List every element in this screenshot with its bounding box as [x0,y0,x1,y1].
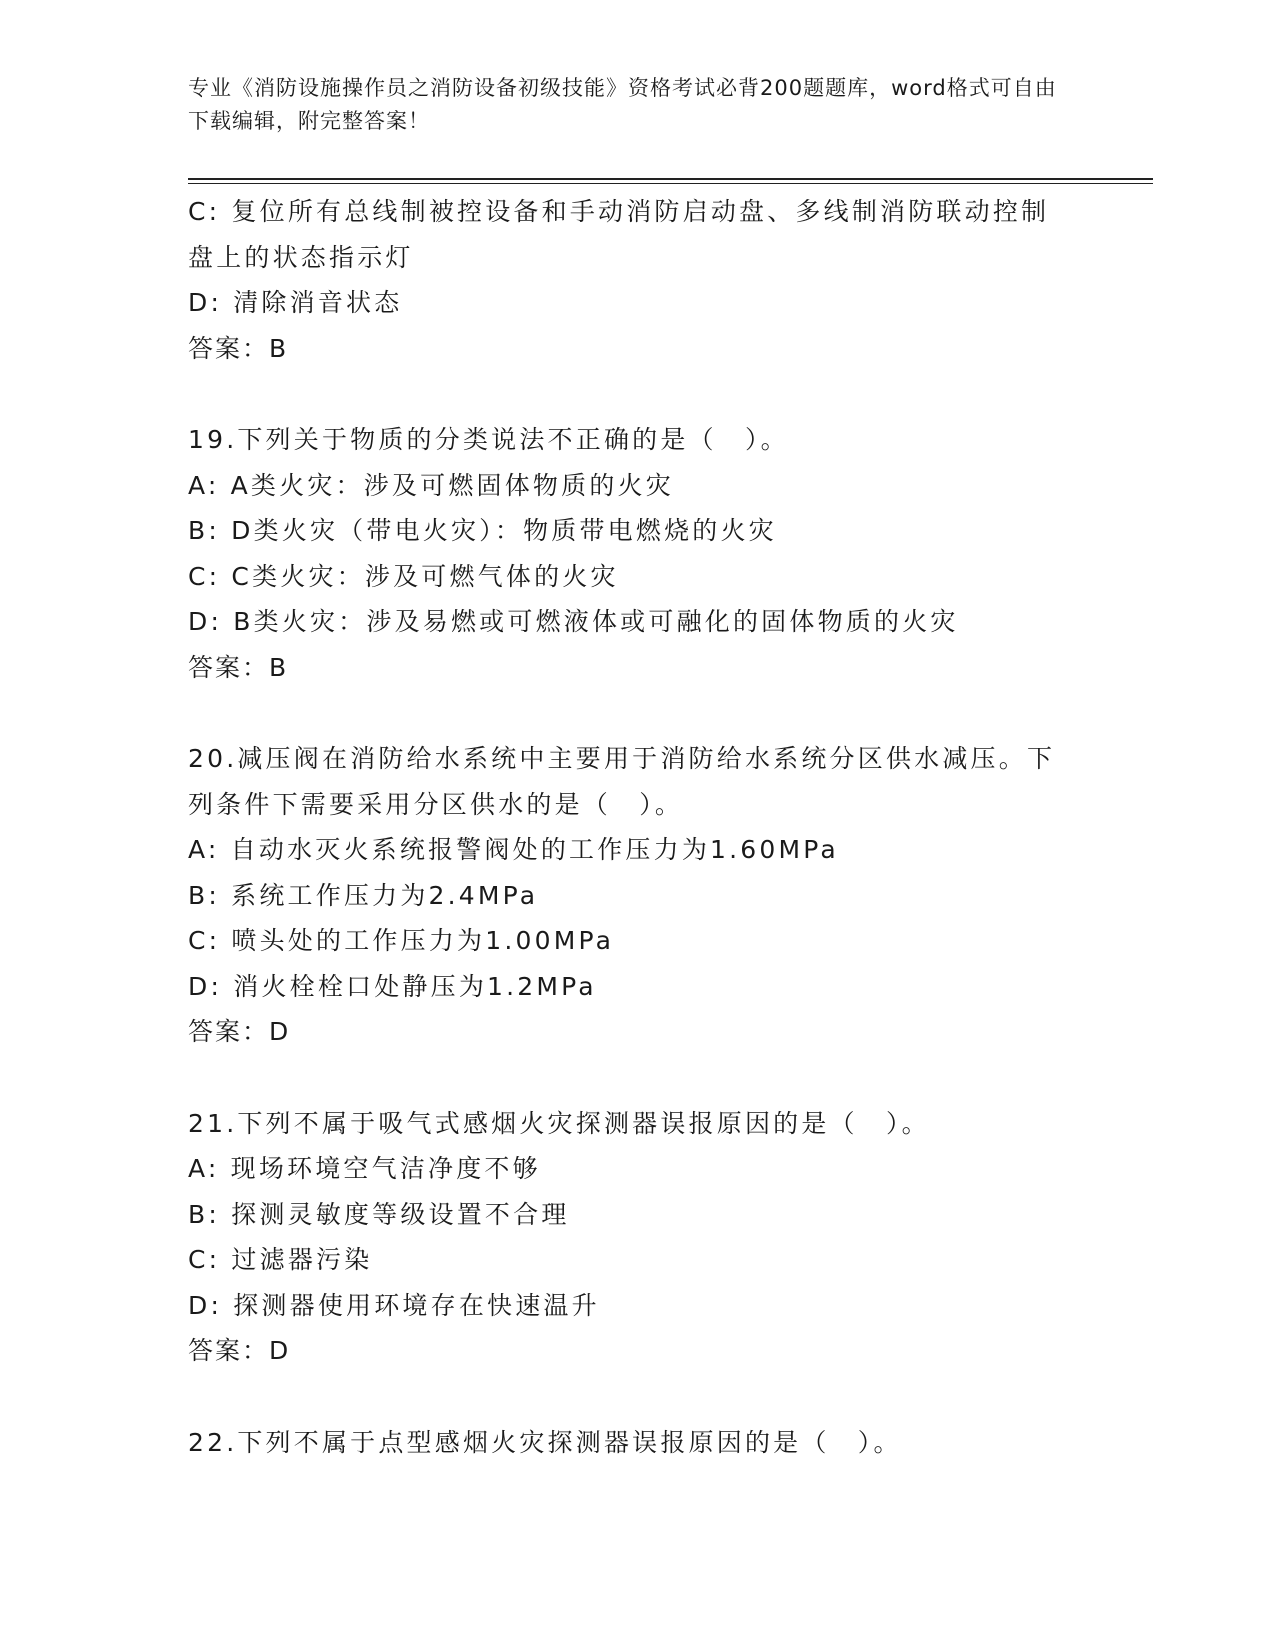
option-b: B: 系统工作压力为2.4MPa [188,880,539,910]
page-header: 专业《消防设施操作员之消防设备初级技能》资格考试必背200题题库，word格式可自由下载编辑，附完整答案！ [188,76,1057,133]
option-d: D: 清除消音状态 [188,288,403,317]
answer: 答案：D [188,1017,291,1046]
spacer [188,690,1088,736]
answer: 答案：D [188,1336,291,1365]
option-d: D: B类火灾：涉及易燃或可燃液体或可融化的固体物质的火灾 [188,607,959,636]
answer: 答案：B [188,333,289,363]
option-c-line-1: C: 复位所有总线制被控设备和手动消防启动盘、多线制消防联动控制 [188,197,1050,226]
question-18-tail [188,189,1088,371]
option-b: B: D类火灾（带电火灾）：物质带电燃烧的火灾 [188,516,777,545]
option-c: C: 过滤器污染 [188,1245,373,1274]
spacer [188,371,1088,417]
answer: 答案：B [188,652,289,682]
spacer [188,1055,1088,1101]
option-d: D: 探测器使用环境存在快速温升 [188,1290,600,1320]
header-rule-thin [188,183,1153,184]
question-list [188,189,1088,1465]
option-a: A: 自动水灭火系统报警阀处的工作压力为1.60MPa [188,835,839,864]
option-d: D: 消火栓栓口处静压为1.2MPa [188,971,597,1001]
spacer [188,1374,1088,1420]
option-b: B: 探测灵敏度等级设置不合理 [188,1199,570,1229]
question-text: 19.下列关于物质的分类说法不正确的是（ ）。 [188,425,789,454]
question-text-line-1: 20.减压阀在消防给水系统中主要用于消防给水系统分区供水减压。下 [188,744,1056,773]
question-text: 22.下列不属于点型感烟火灾探测器误报原因的是（ ）。 [188,1427,902,1457]
question-text: 21.下列不属于吸气式感烟火灾探测器误报原因的是（ ）。 [188,1108,930,1138]
question-20 [188,736,1088,1055]
option-c-line-2: 盘上的状态指示灯 [188,242,414,272]
option-c: C: C类火灾：涉及可燃气体的火灾 [188,561,619,591]
question-text-line-2: 列条件下需要采用分区供水的是（ ）。 [188,789,684,819]
question-21 [188,1101,1088,1374]
option-a: A: A类火灾：涉及可燃固体物质的火灾 [188,470,674,500]
question-19 [188,417,1088,690]
header-rule-thick [188,178,1153,180]
question-22 [188,1420,1088,1466]
option-c: C: 喷头处的工作压力为1.00MPa [188,926,615,955]
option-a: A: 现场环境空气洁净度不够 [188,1154,541,1183]
